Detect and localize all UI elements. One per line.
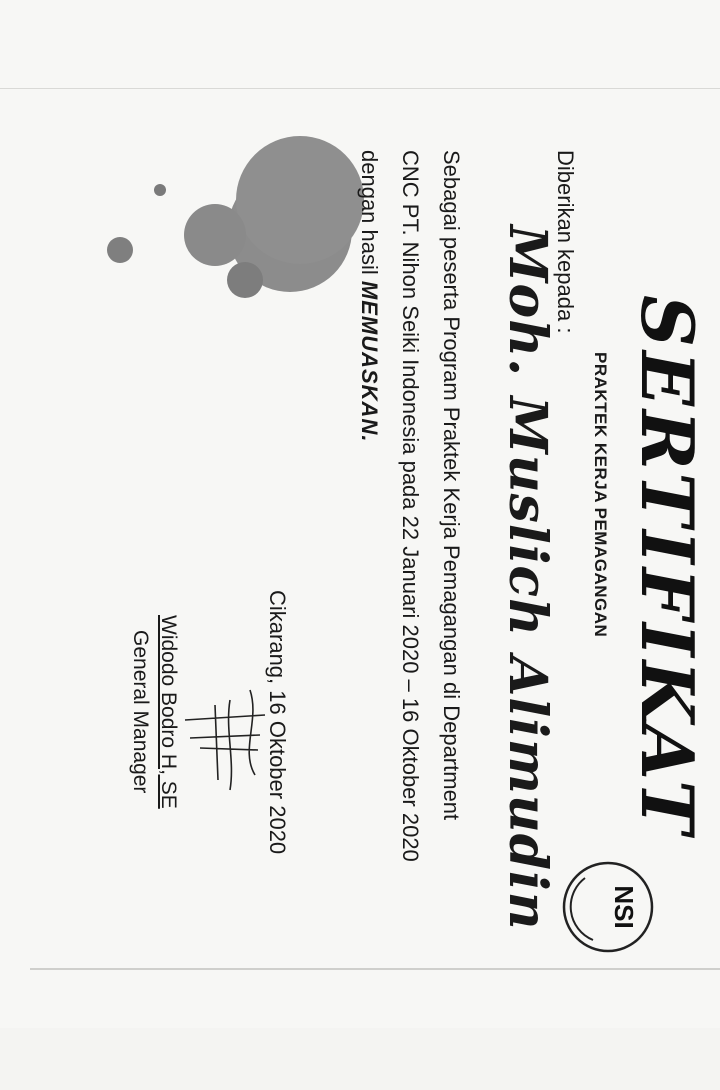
certificate-title: SERTIFIKAT — [625, 295, 710, 838]
result-text: MEMUASKAN. — [357, 280, 382, 443]
body-line-2: CNC PT. Nihon Seiki Indonesia pada 22 Januari 2020 – 16 Oktober 2020 — [398, 150, 423, 862]
scan-edge-top — [0, 88, 720, 89]
body-line-3 — [349, 150, 390, 1000]
nsi-logo-icon — [560, 860, 655, 955]
recipient-name: Moh. Muslich Alimudin — [497, 225, 558, 931]
signatory-name: Widodo Bodro H, SE — [157, 615, 180, 809]
given-to-label: Diberikan kepada : — [553, 150, 578, 334]
certificate — [0, 90, 710, 1090]
signatory-title: General Manager — [129, 630, 152, 794]
certificate-subtitle: PRAKTEK KERJA PEMAGANGAN — [591, 352, 610, 638]
signature-icon — [180, 680, 270, 800]
logo-text: NSI — [609, 885, 639, 929]
place-date: Cikarang, 16 Oktober 2020 — [265, 590, 290, 855]
certificate-body — [349, 150, 472, 1000]
body-line-1: Sebagai peserta Program Praktek Kerja Pemagangan di Department — [439, 150, 464, 821]
body-line-3-prefix: dengan hasil — [357, 150, 382, 281]
